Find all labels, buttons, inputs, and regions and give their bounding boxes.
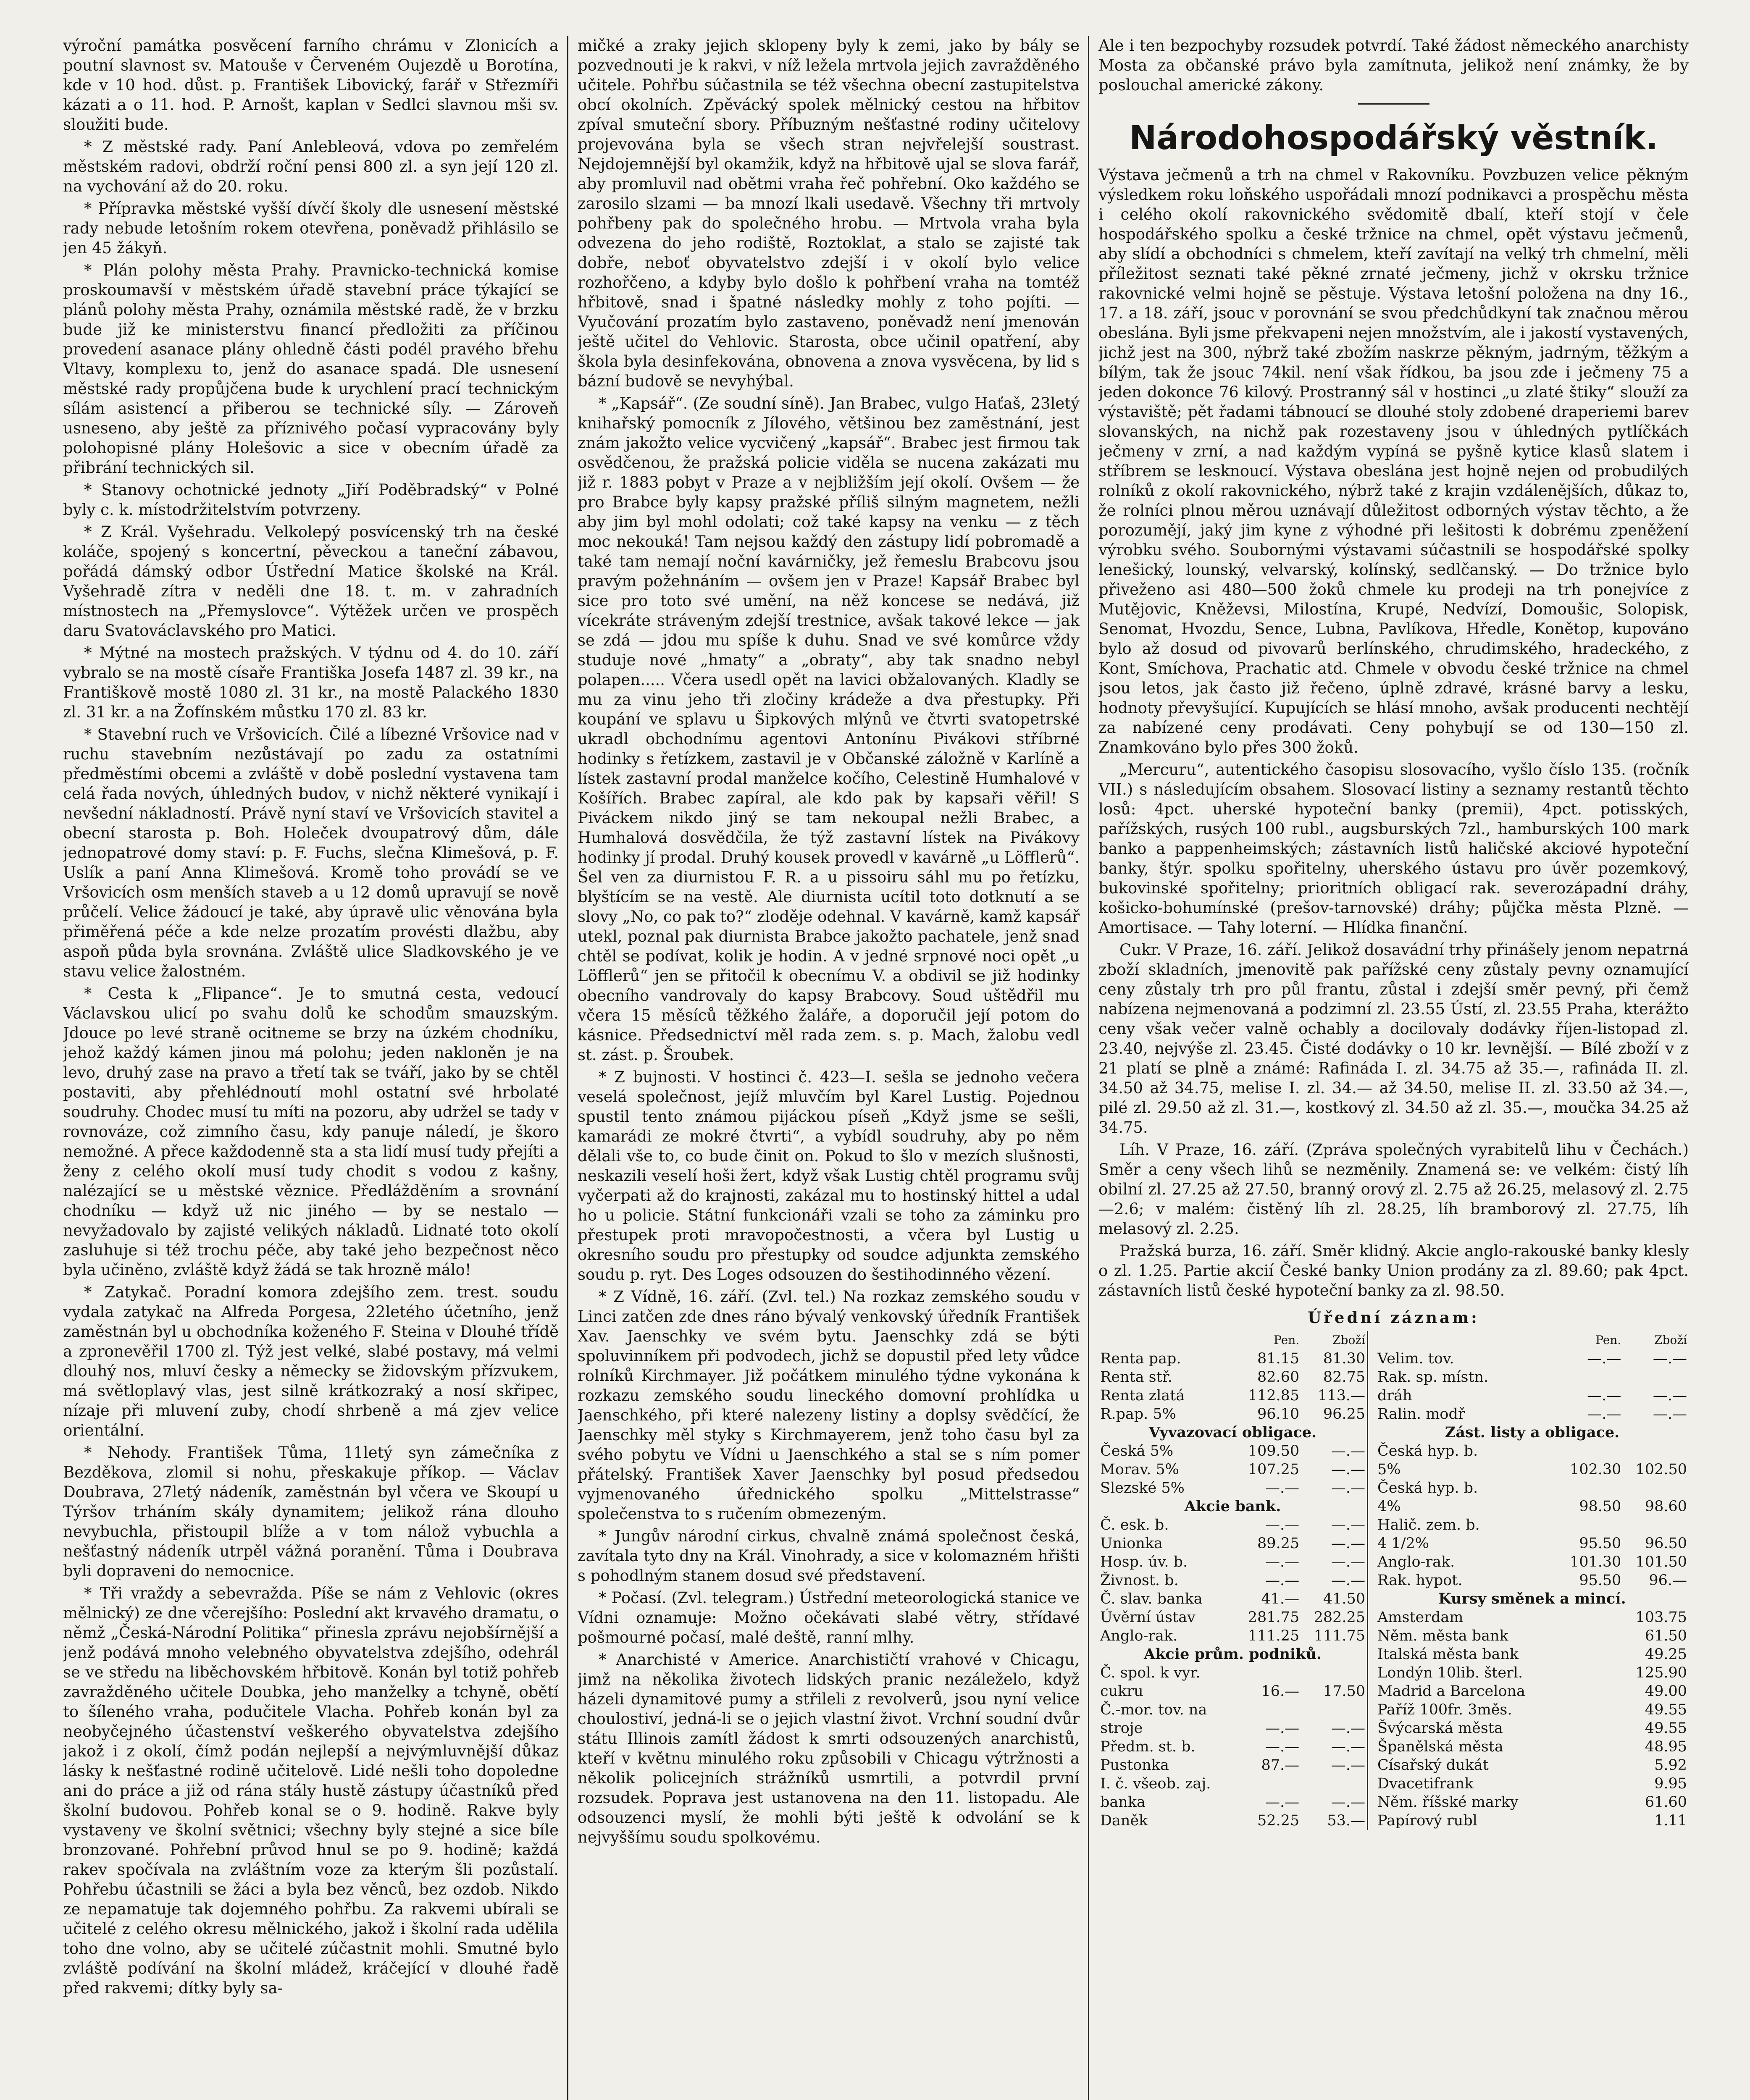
rate-label: Renta zlatá: [1100, 1387, 1185, 1404]
rates-row: [1098, 1497, 1689, 1516]
rate-pen: 95.50: [1579, 1572, 1621, 1589]
rates-row: [1098, 1349, 1689, 1368]
rate-zbozi: —.—: [1331, 1461, 1366, 1478]
rate-zbozi: —.—: [1331, 1517, 1366, 1533]
rate-pen: 96.10: [1257, 1406, 1300, 1423]
rate-label: Londýn 10lib. šterl.: [1377, 1664, 1523, 1681]
rates-row: [1098, 1423, 1689, 1442]
rate-pen: [1557, 1608, 1623, 1627]
rate-label: Halič. zem. b.: [1377, 1517, 1480, 1533]
column-2: [578, 36, 1080, 2100]
rate-zbozi: 113.—: [1318, 1387, 1366, 1404]
rate-label: Předm. st. b.: [1100, 1738, 1196, 1755]
rate-zbozi: —.—: [1331, 1738, 1366, 1755]
rate-label: R.pap. 5%: [1100, 1406, 1176, 1423]
col-header-pen: Pen.: [1595, 1333, 1621, 1347]
rate-zbozi: —.—: [1653, 1387, 1687, 1404]
rate-label: Italská města bank: [1377, 1646, 1519, 1663]
article-paragraph: * Z Vídně, 16. září. (Zvl. tel.) Na rozkaz zemského soudu v Linci zatčen zde dnes ráno bývalý venkovský úředník František Xav. Jaenschky ve svém bytu. Jaenschky zdá se býti spoluvinníkem při podvodech, jichž se dopustil před lety vůdce rolníků Kirchmayer. Již počátkem minulého týdne vykonána k rozkazu zemského soudu lineckého domovní prohlídka u Jaenschkého, při které nalezeny listiny a doplsy svědčící, že Jaenschky měl styky s Kirchmayerem, jenž toho času byl za svého pobytu ve Vídni u Jaenschkého a stal se s ním pomer přátelský. František Xaver Jaenschky byl posud předsedou vyjmenovaného úřednického spolku „Mittelstrasse“ společenstva to s ručením obmezeným.: [578, 1288, 1080, 1523]
lead-paragraph: Ale i ten bezpochyby rozsudek potvrdí. Také žádost německého anarchisty Mosta za občanské právo byla zamítnuta, jelikož není známky, že by poslouchal americké zákony.: [1098, 37, 1689, 94]
rate-zbozi: [1301, 1701, 1367, 1719]
rate-zbozi: 61.50: [1645, 1628, 1687, 1644]
rate-label: Ralin. modř: [1377, 1406, 1465, 1423]
rates-row: [1098, 1682, 1689, 1701]
rate-zbozi: [1623, 1479, 1689, 1497]
rate-zbozi: 98.60: [1645, 1498, 1687, 1515]
rate-label: Císařský dukát: [1377, 1757, 1489, 1774]
rate-label: Renta stř.: [1100, 1369, 1172, 1386]
article-paragraph: * Z městské rady. Paní Anlebleová, vdova po zemřelém městském radovi, obdrží roční pensi 800 zl. a syn její 120 zl. na vychování až do 20. roku.: [63, 138, 559, 195]
rate-pen: 98.50: [1579, 1498, 1621, 1515]
article-paragraph: * Mýtné na mostech pražských. V týdnu od 4. do 10. září vybralo se na mostě císaře Františka Josefa 1487 zl. 39 kr., na Františkově mostě 1080 zl. 31 kr., na mostě Palackého 1830 zl. 31 kr. a na Žofínském můstku 170 zl. 83 kr.: [63, 644, 559, 721]
col-header-zbozi: Zboží: [1332, 1333, 1366, 1347]
rate-label: Madrid a Barcelona: [1377, 1683, 1525, 1700]
rate-pen: —.—: [1265, 1720, 1300, 1737]
rate-label: banka: [1100, 1794, 1146, 1811]
article-paragraph: * Počasí. (Zvl. telegram.) Ústřední meteorologická stanice ve Vídni oznamuje: Možno očekávati slabé větry, střídavé pošmourné počasí, malé deště, ranní mlhy.: [578, 1589, 1080, 1646]
rate-label: 4%: [1377, 1498, 1401, 1515]
rate-pen: [1557, 1682, 1623, 1701]
rates-row: [1098, 1571, 1689, 1590]
article-paragraph: * Stavební ruch ve Vršovicích. Čilé a líbezné Vršovice nad v ruchu stavebním nezůstávají po zadu za ostatními předměstími obcemi a zvláště v době poslední vystavena tam celá řada nových, úhledných budov, v nichž některé vynikají i nevšední nákladností. Právě nyní staví ve Vršovicích stavitel a obecní starosta p. Boh. Holeček dvoupatrový dům, dále jednopatrové domy staví: p. F. Fuchs, slečna Klimešová, p. F. Uslík a paní Anna Klimešová. Kromě toho provádí se ve Vršovicích osm menších staveb a u 12 domů upravují se nově průčelí. Velice žádoucí je také, aby úpravě ulic věnována byla přiměřená péče a kde nelze prozatím provésti dlažbu, aby aspoň půda byla srovnána. Zvláště ulice Sladkovského je ve stavu velice žalostném.: [63, 725, 559, 980]
article-paragraph: Výstava ječmenů a trh na chmel v Rakovníku. Povzbuzen velice pěkným výsledkem roku loňského uspořádali mnozí podnikavci a prospěchu města i celého okolí rakovnického svědomitě dbalí, kteří stojí v čele hospodářského spolku a české tržnice na chmel, opět výstavu ječmenů, aby slídí a obchodníci s chmelem, kteří zavítají na velký trh chmelní, měli příležitost seznati také pěkné zrnaté ječmeny, jichž v okrsku tržnice rakovnické velmi hojně se pěstuje. Výstava letošní položena na dny 16., 17. a 18. září, jsouc v porovnání se svou předchůdkyní tak značnou měrou obeslána. Byli jsme překvapeni nejen množstvím, ale i jakostí vystavených, jichž jest na 300, nýbrž také zbožím naskrze pěkným, jadrným, těžkým a bílým, tak že jsouc 74kil. není však řídkou, ba jsou zde i ječmeny 75 a jeden dokonce 76 kilový. Prostranný sál v hostinci „u zlaté štiky“ slouží za výstaviště; pět řadami tábnoucí se dlouhé stoly zdobené draperiemi barev slovanských, na nichž pak rozestaveny jsou v úhledných pytlíčkách ječmeny v zrní, a nad každým vypíná se pyšně kytice klasů slatem i stříbrem se lesknoucí. Výstava obeslána jest hojně nejen od probudilých rolníků z okolí rakovnického, nýbrž také z krajin vzdálenějších, důkaz to, že rolníci plnou měrou uznávají důležitost odborných výstav těchto, a že porozumějí, jaký jim kyne z výhodné při lešitosti k dobrému zpeněžení výrobku svého. Soubornými výstavami súčastnili se hospodářské spolky lenešický, lounský, velvarský, kolínský, sedlčanský. — Do tržnice bylo přiveženo asi 480—500 žoků chmele ku prodeji na trh ponejvíce z Mutějovic, Kněževsi, Milostína, Krupé, Nedvízí, Domoušic, Solopisk, Senomat, Hvozdu, Sence, Lubna, Pavlíkova, Hředle, Konětop, kupováno bylo až dosud od pivovarů berlínského, chrudimského, hradeckého, z Kont, Smíchova, Prachatic atd. Chmele v obvodu české tržnice na chmel jsou letos, jak často již řečeno, úplně zdravé, krásné barvy a lesku, hodnoty převyšující. Kupujících se hlásí mnoho, avšak producenti nechtějí za nabízené ceny prodávati. Ceny pohybují se od 130—150 zl. Znamkováno bylo přes 300 žoků.: [1098, 166, 1689, 756]
rate-pen: —.—: [1265, 1738, 1300, 1755]
rate-pen: [1557, 1738, 1623, 1756]
rate-zbozi: —.—: [1331, 1757, 1366, 1774]
rate-label: Č. slav. banka: [1100, 1591, 1203, 1607]
rates-row: [1098, 1442, 1689, 1460]
rate-pen: [1557, 1516, 1623, 1534]
rates-row: [1098, 1756, 1689, 1774]
rates-row: [1098, 1774, 1689, 1793]
article-paragraph: „Mercuru“, autentického časopisu slosovacího, vyšlo číslo 135. (ročník VII.) s následujícím obsahem. Slosovací listiny a seznamy restantů těchto losů: 4pct. uherské hypoteční banky (premii), 4pct. potisských, pařížských, rusých 100 rubl., augsburských 7zl., hamburských 100 mark banko a pappenheimských; zástavních listů haličské akciové hypoteční banky, štýr. spolku spořitelny, uherského ústavu pro úvěr pozemkový, bukovinské spořitelny; prioritních obligací rak. severozápadní dráhy, košicko-bohumínské (prešov-tarnovské) dráhy; půjčka města Plzně. — Amortisace. — Tahy loterní. — Hlídka finanční.: [1098, 761, 1689, 937]
rate-zbozi: [1623, 1368, 1689, 1386]
rates-row: [1098, 1479, 1689, 1497]
rate-zbozi: [1623, 1442, 1689, 1460]
rate-zbozi: —.—: [1331, 1535, 1366, 1552]
rate-label: stroje: [1100, 1720, 1143, 1737]
article-paragraph: * Plán polohy města Prahy. Pravnicko-technická komise proskoumavší v městském úřadě stavební práce týkající se plánů polohy města Prahy, oznámila městské radě, že v brzku bude již ke ministerstvu financí předložiti za příčinou provedení asanace plány ohledně části podél pravého břehu Vltavy, komplexu to, jenž do asanace spadá. Dle usnesení městské rady propůjčena bude k urychlení prací technickým sílám asistencí a přiberou se technické síly. — Zároveň usneseno, aby ještě za příznivého počasí vypracovány byly polohopisné plány Holešovic a sice v obecním úřadě za přibrání technických sil.: [63, 261, 559, 477]
rate-zbozi: 102.50: [1635, 1461, 1687, 1478]
section-divider: [1358, 103, 1429, 105]
rate-pen: 112.85: [1248, 1387, 1300, 1404]
rates-row: [1098, 1811, 1689, 1830]
column-divider: [1088, 36, 1089, 2100]
rate-zbozi: 49.55: [1645, 1701, 1687, 1718]
rate-zbozi: 49.25: [1645, 1646, 1687, 1663]
rate-label: Kursy směnek a mincí.: [1438, 1590, 1626, 1607]
rate-pen: —.—: [1265, 1794, 1300, 1811]
rate-label: Česká hyp. b.: [1377, 1443, 1478, 1460]
rate-pen: 52.25: [1257, 1812, 1300, 1829]
rate-label: Velim. tov.: [1377, 1350, 1454, 1367]
rate-label: Akcie prům. podniků.: [1143, 1646, 1322, 1663]
rates-row: [1098, 1793, 1689, 1811]
rate-label: Něm. města bank: [1377, 1628, 1508, 1644]
rate-label: I. č. všeob. zaj.: [1100, 1775, 1211, 1792]
rate-zbozi: 9.95: [1654, 1775, 1687, 1792]
rate-pen: [1557, 1774, 1623, 1793]
rate-label: Amsterdam: [1377, 1609, 1464, 1626]
rate-label: Anglo-rak.: [1377, 1554, 1455, 1570]
rate-zbozi: 96.50: [1645, 1535, 1687, 1552]
rate-pen: [1557, 1793, 1623, 1811]
rate-pen: 41.—: [1261, 1591, 1300, 1607]
article-paragraph: * Nehody. František Tůma, 11letý syn zámečníka z Bezděkova, zlomil si nohu, přeskakuje příkop. — Václav Doubrava, 27letý nádeník, zaměstnán byl včera ve Skoupí u Týršov trháním skály dynamitem; jelikož rána dlouho nevybuchla, přistoupil blíže a v tom nálož vybuchla a nešťastný nádeník utrpěl vážná poranění. Tůma i Doubrava byli dopraveni do nemocnice.: [63, 1444, 559, 1580]
rate-pen: 101.30: [1569, 1554, 1621, 1570]
rate-pen: [1557, 1442, 1623, 1460]
article-paragraph: mičké a zraky jejich sklopeny byly k zemi, jako by bály se pozvednouti je k rakvi, v níž ležela mrtvola jejich zavražděného učitele. Pohřbu súčastnila se též všechna obecní zastupitelstva obcí okolních. Zpěvácký spolek mělnický cestou na hřbitov zpíval smuteční sbory. Příbuzným nešťastné rodiny učitelovy projevována byla se všech stran nejvřelejší soustrast. Nejdojemnější byl okamžik, když na hřbitově ujal se slova farář, aby promluvil nad obětmi vraha řeč pohřební. Oko každého se zarosilo slzami — ba mnozí lkali usedavě. Všechny tři mrtvoly pohřbeny pak do společného hrobu. — Mrtvola vraha byla odvezena do jeho rodiště, Roztoklat, a stalo se zajisté tak dobře, neboť obyvatelstvo zdejší i v okolí bylo velice rozhořčeno, a kdyby bylo došlo k pohřbení vraha na tomtéž hřbitově, snad i špatné následky mohly z toho pojíti. — Vyučování prozatím bylo zastaveno, poněvadž není jmenován ještě učitel do Vehlovic. Starosta, obce učinil opatření, aby škola byla desinfekována, obnovena a znova vysvěcena, by lid s bázní budově se nevyhýbal.: [578, 37, 1080, 390]
article-paragraph: * Cesta k „Flipance“. Je to smutná cesta, vedoucí Václavskou ulicí po svahu dolů ke schodům smauzským. Jdouce po levé straně ocitneme se brzy na úzkém chodníku, jehož každý kámen jinou má polohu; jeden nakloněn je na levo, druhý zase na pravo a třetí tak se tváří, jako by se chtěl postaviti, aby přehlédnoutí mohl ostatní své hrbolaté soudruhy. Chodec musí tu míti na pozoru, aby udržel se tady v rovnováze, což zimního času, kdy panuje náledí, je škoro nemožné. A přece každodenně sta a sta lidí musí tudy přejíti a ženy z celého okolí musí tudy chodit s vodou z kašny, nalézající se u městské věznice. Předlážděním a srovnání chodníku — když už nic jiného — by se nestalo — nevyžadovalo by zajisté velikých nákladů. Lidnaté toto okolí zasluhuje si též trochu péče, aby také jeho bezpečnost něco byla učiněno, zvláště když žádá se tak hrozně málo!: [63, 984, 559, 1279]
rate-pen: 107.25: [1248, 1461, 1300, 1478]
article-paragraph: výroční památka posvěcení farního chrámu v Zlonicích a poutní slavnost sv. Matouše v Červeném Oujezdě u Borotína, kde v 10 hod. důst. p. František Libovický, farář v Střezmíři kázati a o 11. hod. P. Arnošt, kaplan v Sedlci slavnou mši sv. sloužiti bude.: [63, 37, 559, 134]
rate-pen: 81.15: [1257, 1350, 1300, 1367]
rate-label: Česká hyp. b.: [1377, 1480, 1478, 1496]
rate-label: Paříž 100fr. 3měs.: [1377, 1701, 1512, 1718]
rates-row: [1098, 1645, 1689, 1664]
rate-label: Anglo-rak.: [1100, 1628, 1178, 1644]
article-paragraph: Pražská burza, 16. září. Směr klidný. Akcie anglo-rakouské banky klesly o zl. 1.25. Partie akcií České banky Union prodány za zl. 89.60; pak 4pct. zástavních listů české hypoteční banky za zl. 98.50.: [1098, 1242, 1689, 1299]
rates-row: [1098, 1368, 1689, 1386]
rate-pen: 89.25: [1257, 1535, 1300, 1552]
rate-pen: 111.25: [1248, 1628, 1300, 1644]
rates-row: [1098, 1590, 1689, 1608]
rate-label: Papírový rubl: [1377, 1812, 1477, 1829]
rate-zbozi: [1301, 1774, 1367, 1793]
article-paragraph: * „Kapsář“. (Ze soudní síně). Jan Brabec, vulgo Haťaš, 23letý knihařský pomocník z Jílového, většinou bez zaměstnání, jest znám jakožto velice vycvičený „kapsář“. Brabec jest firmou tak osvědčenou, že pražská policie viděla se nucena zakázati mu již r. 1883 pobyt v Praze a v nejbližším její okolí. Ovšem — že pro Brabce byly kapsy pražské příliš silným magnetem, nežli aby jim byl mohl odolati; což také kapsy na venku — z těch moc nekouká! Tam nejsou každý den zástupy lidí pobromadě a také tam nemají noční kavárničky, jež řemeslu Brabcovu jsou pravým požehnáním — ovšem jen v Praze! Kapsář Brabec byl sice pro toto své umění, na něž koncese se nedává, již vícekráte stráveným zdejší trestnice, avšak takové lekce — jak se zdá — jdou mu spíše k duhu. Snad ve své komůrce vždy studuje nové „hmaty“ a „obraty“, aby tak snadno nebyl polapen..... Včera usedl opět na lavici obžalovaných. Kladly se mu za vinu jeho tři zločiny krádeže a dva přestupky. Při koupání ve splavu u Šipkových mlýnů ve čtvrti svatopetrské ukradl obchodnímu agentovi Antonínu Pivákovi stříbrné hodinky s řetízkem, zastavil je v Občanské záložně v Karlíně a lístek zastavní prodal manželce kočího, Celestině Humhalové v Košířích. Brabec zapíral, ale kdo pak by kapsaři věřil! S Piváckem nikdo jiný se tam nekoupal nežli Brabec, a Humhalová dosvědčila, že týž zastavní lístek na Pivákovy hodinky jí prodal. Druhý kousek provedl v kavárně „u Löfflerů“. Šel ven za diurnistou F. R. a u pissoiru sáhl mu po řetízku, blyštícím se na vestě. Ale diurnista ucítil toto dotknutí a se slovy „No, co pak to?“ zloděje odehnal. V kavárně, kamž kapsář utekl, poznal pak diurnista Brabce jakožto pachatele, jenž snad chtěl se podívat, kolik je hodin. A v jedné srpnové noci opět „u Löfflerů“ jen se přitočil k obecnímu V. a obdivil se již hodinky obecního vandrovaly do kapsy Brabcovy. Soud uštědřil mu včera 15 měsíců těžkého žaláře, a doporučil její potom do kásnice. Předsednictví měl rada zem. s. p. Mach, žalobu vedl st. zást. p. Šroubek.: [578, 394, 1080, 1064]
rate-label: Č. esk. b.: [1100, 1517, 1169, 1533]
rate-zbozi: 101.50: [1635, 1554, 1687, 1570]
rate-zbozi: 125.90: [1635, 1664, 1687, 1681]
rates-row: [1098, 1701, 1689, 1719]
article-paragraph: * Anarchisté v Americe. Anarchističtí vrahové v Chicagu, jimž na několika životech lidských pranic nezáleželo, když házeli dynamitové pumy a střileli z revolverů, jsou nyní velice choulostiví, jedná-li se o jejich vlastní život. Vrchní soudní dvůr státu Illinois zamítl žádost k smrti odsouzených anarchistů, kteří v květnu minulého roku způsobili v Chicagu výtržnosti a několik policejních strážníků usmrtili, a potvrdil první rozsudek. Poprava jest ustanovena na den 11. listopadu. Ale odsouzenci myslí, že mohli býti ještě k odvolání se k nejvyššímu soudu spolkovému.: [578, 1651, 1080, 1846]
rates-row: [1098, 1553, 1689, 1571]
rate-zbozi: 48.95: [1645, 1738, 1687, 1755]
rate-label: cukru: [1100, 1683, 1143, 1700]
rate-pen: 87.—: [1261, 1757, 1300, 1774]
rate-pen: [1235, 1664, 1301, 1682]
rate-pen: [1557, 1719, 1623, 1738]
rate-pen: [1557, 1645, 1623, 1664]
rate-zbozi: —.—: [1331, 1554, 1366, 1570]
column-3: [1098, 36, 1689, 2100]
rate-label: Morav. 5%: [1100, 1461, 1179, 1478]
rate-label: Č. spol. k vyr.: [1100, 1664, 1201, 1681]
rate-zbozi: —.—: [1331, 1443, 1366, 1460]
rate-zbozi: 96.—: [1649, 1572, 1687, 1589]
rate-pen: [1557, 1479, 1623, 1497]
rate-label: Pustonka: [1100, 1757, 1169, 1774]
rates-row: [1098, 1405, 1689, 1423]
rate-zbozi: 81.30: [1323, 1350, 1366, 1367]
rates-row: [1098, 1738, 1689, 1756]
rates-row: [1098, 1608, 1689, 1627]
rate-zbozi: 17.50: [1323, 1683, 1366, 1700]
rate-label: Rak. hypot.: [1377, 1572, 1463, 1589]
rate-label: 5%: [1377, 1461, 1401, 1478]
rate-zbozi: 53.—: [1327, 1812, 1366, 1829]
rate-pen: [1557, 1368, 1623, 1386]
rate-label: Rak. sp. místn.: [1377, 1369, 1489, 1386]
rate-zbozi: 61.60: [1645, 1794, 1687, 1811]
rates-row: [1098, 1516, 1689, 1534]
rate-zbozi: 96.25: [1323, 1406, 1366, 1423]
rate-pen: [1557, 1664, 1623, 1682]
rate-pen: —.—: [1587, 1387, 1621, 1404]
rate-label: 4 1/2%: [1377, 1535, 1429, 1552]
rates-table: [1098, 1331, 1689, 1830]
rate-label: Č.-mor. tov. na: [1100, 1701, 1207, 1718]
economic-news-body: [1098, 165, 1689, 1300]
rate-zbozi: 282.25: [1314, 1609, 1366, 1626]
rate-pen: [1557, 1701, 1623, 1719]
rate-pen: 82.60: [1257, 1369, 1300, 1386]
rates-title: Úřední záznam:: [1308, 1308, 1479, 1327]
article-paragraph: * Stanovy ochotnické jednoty „Jiří Poděbradský“ v Polné byly c. k. místodržitelstvím potvrzeny.: [63, 481, 559, 519]
rate-label: Úvěrní ústav: [1100, 1609, 1196, 1626]
article-paragraph: Líh. V Praze, 16. září. (Zpráva společných vyrabitelů lihu v Čechách.) Směr a ceny všech lihů se nezměnily. Znamená se: ve velkém: čistý líh obilní zl. 27.25 až 27.50, branný orový zl. 2.75 až 26.25, melasový zl. 2.75—2.6; v malém: čistěný líh zl. 28.25, líh bramborový zl. 27.75, líh melasový zl. 2.25.: [1098, 1141, 1689, 1238]
article-paragraph: * Zatykač. Poradní komora zdejšího zem. trest. soudu vydala zatykač na Alfreda Porgesa, 22letého účetního, jenž zaměstnán byl u obchodníka koženého F. Steina v Dlouhé třídě a zpronevěřil 1700 zl. Týž jest velké, slabé postavy, má velmi dlouhý nos, mluví česky a německy se židovským přízvukem, má světloplavý vlas, jest silně krátkozraký a nosí skřipec, nízaje při mluvení zuby, chodí shrbeně a má zjev velice orientální.: [63, 1283, 559, 1439]
rates-row: [1098, 1386, 1689, 1405]
rate-pen: 16.—: [1261, 1683, 1300, 1700]
rate-zbozi: —.—: [1331, 1480, 1366, 1496]
article-paragraph: * Jungův národní cirkus, chvalně známá společnost česká, zavítala tyto dny na Král. Vinohrady, a sice v kolomazném hřišti s pohodlným stanem dosud své představení.: [578, 1527, 1080, 1585]
rates-row: [1098, 1719, 1689, 1738]
col-header-pen: Pen.: [1274, 1333, 1300, 1347]
rate-label: dráh: [1377, 1387, 1412, 1404]
rate-label: Švýcarská města: [1377, 1720, 1503, 1737]
rate-pen: [1235, 1774, 1301, 1793]
rate-pen: —.—: [1265, 1517, 1300, 1533]
rate-pen: 109.50: [1248, 1443, 1300, 1460]
rate-label: Zást. listy a obligace.: [1445, 1424, 1620, 1441]
rate-pen: [1557, 1811, 1623, 1830]
newspaper-page: [63, 36, 1689, 2100]
rate-zbozi: 82.75: [1323, 1369, 1366, 1386]
article-paragraph: * Z bujnosti. V hostinci č. 423—I. sešla se jednoho večera veselá společnost, jejíž mluvčím byl Karel Lustig. Pojednou spustil tento známou pijáckou píseň „Když jsme se sešli, kamarádi ze mokré čtvrti“, a vybídl soudruhy, aby po něm dělali vše to, co bude činit on. Pokud to šlo v mezích slušnosti, neskazili veselí hoši žert, když však Lustig chtěl programu svůj vyčerpati až do krajnosti, zakázal mu to hostinský hittel a udal ho u policie. Státní funkcionáři vzali se toho za záminku pro přestupek proti mravopočestnosti, a včera byl Lustig u okresního soudu pro přestupky od soudce adjunkta zemského soudu p. ryt. Des Loges odsouzen do šestihodinného vězení.: [578, 1068, 1080, 1284]
rate-pen: —.—: [1587, 1350, 1621, 1367]
rate-zbozi: 111.75: [1314, 1628, 1366, 1644]
article-paragraph: Cukr. V Praze, 16. září. Jelikož dosavádní trhy přinášely jenom nepatrná zboží skladních, jmenovitě pak pařížské ceny zůstaly pevny oznamující ceny zůstaly trh pro půl frantu, zůstal i zdejší směr pevný, při čemž nabízena nejmenovaná a podzimní zl. 23.55 Ústí, zl. 23.55 Praha, kterážto ceny však večer valně ochably a docilovaly dodávky říjen-listopad zl. 23.40, nejvýše zl. 23.45. Čisté dodávky o 10 kr. levnější. — Bílé zboží v z 21 platí se plně a známé: Rafináda I. zl. 34.75 až 35.—, rafináda II. zl. 34.50 až 34.75, melise I. zl. 34.— až 34.50, melise II. zl. 33.50 až 34.—, pilé zl. 29.50 až zl. 31.—, kostkový zl. 34.50 až zl. 35.—, moučka 34.25 až 34.75.: [1098, 941, 1689, 1137]
rate-pen: [1557, 1627, 1623, 1645]
rate-label: Renta pap.: [1100, 1350, 1181, 1367]
section-title: Národohospodářský věstník.: [1129, 119, 1658, 157]
rate-label: Hosp. úv. b.: [1100, 1554, 1188, 1570]
rate-zbozi: —.—: [1331, 1720, 1366, 1737]
rate-label: Vyvazovací obligace.: [1148, 1424, 1317, 1441]
rate-zbozi: 41.50: [1323, 1591, 1366, 1607]
rate-pen: —.—: [1265, 1572, 1300, 1589]
rate-pen: 102.30: [1569, 1461, 1621, 1478]
rate-label: Unionka: [1100, 1535, 1163, 1552]
rate-pen: 95.50: [1579, 1535, 1621, 1552]
rate-label: Dvacetifrank: [1377, 1775, 1474, 1792]
rate-label: Slezské 5%: [1100, 1480, 1185, 1496]
rate-zbozi: 49.55: [1645, 1720, 1687, 1737]
rate-zbozi: —.—: [1653, 1406, 1687, 1423]
rate-zbozi: —.—: [1331, 1572, 1366, 1589]
col-header-zbozi: Zboží: [1654, 1333, 1687, 1347]
rate-zbozi: 103.75: [1635, 1609, 1687, 1626]
rate-pen: [1235, 1701, 1301, 1719]
rate-zbozi: —.—: [1331, 1794, 1366, 1811]
rates-row: [1098, 1664, 1689, 1682]
rate-pen: —.—: [1265, 1554, 1300, 1570]
rate-label: Něm. říšské marky: [1377, 1794, 1519, 1811]
rate-pen: —.—: [1265, 1480, 1300, 1496]
rate-pen: —.—: [1587, 1406, 1621, 1423]
article-paragraph: * Z Král. Vyšehradu. Velkolepý posvícenský trh na české koláče, spojený s koncertní, pěveckou a taneční zábavou, pořádá dámský odbor Ústřední Matice školské na Král. Vyšehradě zítra v neděli dne 18. t. m. v zahradních místnostech na „Přemyslovce“. Výtěžek určen ve prospěch daru Svatováclavského pro Matici.: [63, 523, 559, 640]
rate-label: Česká 5%: [1100, 1443, 1174, 1460]
column-1: [63, 36, 559, 2100]
rates-row: [1098, 1534, 1689, 1553]
rate-pen: 281.75: [1248, 1609, 1300, 1626]
column-divider: [567, 36, 568, 2100]
rate-label: Akcie bank.: [1184, 1498, 1281, 1515]
rate-label: Živnost. b.: [1100, 1572, 1179, 1589]
rate-zbozi: [1623, 1516, 1689, 1534]
rate-zbozi: [1301, 1664, 1367, 1682]
rate-zbozi: 1.11: [1654, 1812, 1687, 1829]
rates-row: [1098, 1460, 1689, 1479]
rate-label: Daněk: [1100, 1812, 1148, 1829]
rates-row: [1098, 1627, 1689, 1645]
article-paragraph: * Tři vraždy a sebevražda. Píše se nám z Vehlovic (okres mělnický) ze dne včerejšího: Poslední akt krvavého dramatu, o němž „Česká-Národní Politika“ přinesla zprávu nejobšírnější a jenž podává mnoho velebného obyvatelstva zdejšího, odehrál se ve středu na liběchovském hřbitově. Konán byl totiž pohřeb zavražděného učitele Doubka, jeho manželky a tchyně, obětí to šíleného vraha, podučitele Vlacha. Pohřeb konán byl za neobyčejného účastenství veškerého obyvatelstva zdejšího jakož i z okolí, čímž podán nejlepší a nejvýmluvnější důkaz lásky k nešťastné rodině učitelově. Lidé nešli toho dopoledne ani do práce a již od rána stály hustě zástupy účastníků před školní budovou. Pohřeb konal se o 9. hodině. Rakve byly vystaveny ve školní světnici; všechny byly stejné a sice bíle bronzované. Pohřební průvod hnul se po 9. hodině; každá rakev spočívala na zvláštním voze za kterým šli pozůstalí. Pohřebu účastnili se žáci a byla bez věnců, bez ozdob. Nikdo ze nepamatuje tak dojemného pohřbu. Za rakvemi ubírali se učitelé z celého okresu mělnického, jakož i školní rada udělila toho dne volno, aby se učitelé zúčastnit mohli. Smutné bylo zvláště podívání na školní mládež, kráčející v dlouhé řadě před rakvemi; dítky byly sa-: [63, 1584, 559, 1997]
rate-zbozi: —.—: [1653, 1350, 1687, 1367]
rate-zbozi: 5.92: [1654, 1757, 1687, 1774]
article-paragraph: * Přípravka městské vyšší dívčí školy dle usnesení městské rady nebude letošním rokem otevřena, poněvadž přihlásilo se jen 45 žákyň.: [63, 200, 559, 257]
rate-label: Španělská města: [1377, 1738, 1503, 1755]
rate-zbozi: 49.00: [1645, 1683, 1687, 1700]
rate-pen: [1557, 1756, 1623, 1774]
